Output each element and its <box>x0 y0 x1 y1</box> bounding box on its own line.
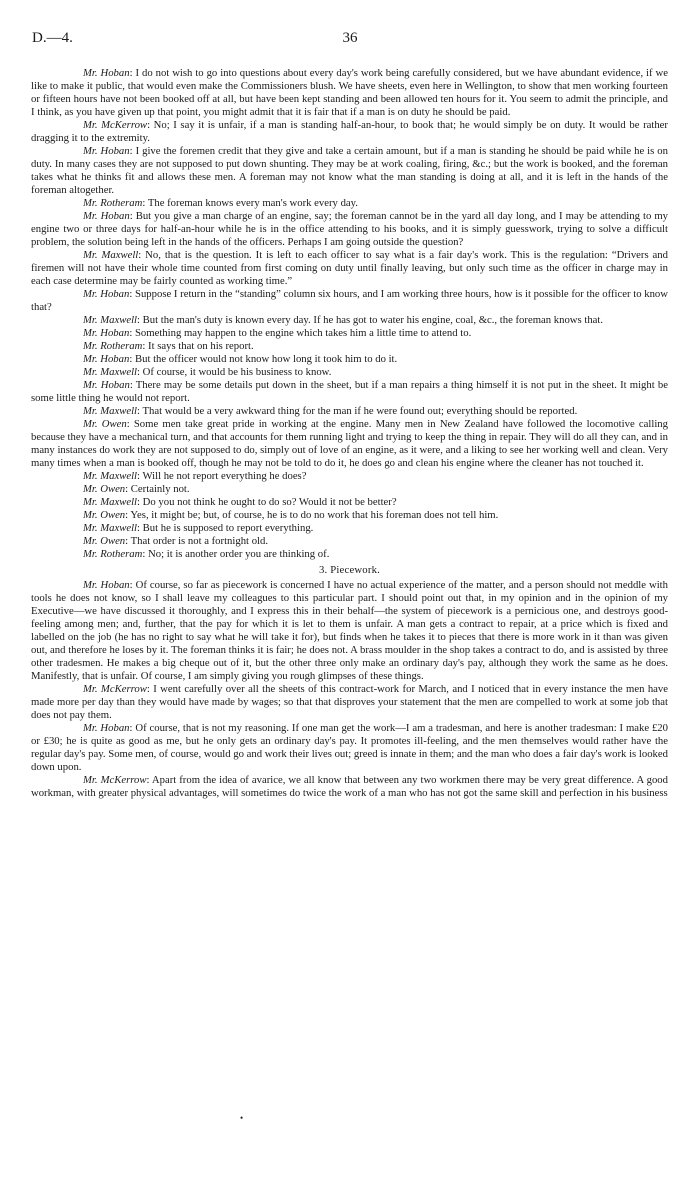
testimony-paragraph <box>31 366 668 379</box>
speaker-name: Mr. Owen <box>83 418 127 430</box>
page-number: 36 <box>342 30 358 46</box>
speech-text: : But the officer would not know how long it took him to do it. <box>129 353 398 365</box>
speech-text: : Some men take great pride in working at the engine. Many men in New Zealand have followed the locomotive calling because they have a mechanical turn, and that accounts for them running light and trying to keep the thing in repair. They will do all they can, and in many instances do work they are not supposed to do, simply out of love of an engine, as it were, and a liking to see her working well and clean. Very many times when a man is booked off, though he may not be told to do it, he does go and clean his engine where the cleaner has not touched it. <box>31 418 668 469</box>
testimony-paragraph <box>31 314 668 327</box>
speaker-name: Mr. Rotheram <box>83 548 143 560</box>
speech-text: : That would be a very awkward thing for the man if he were found out; everything should be reported. <box>137 405 578 417</box>
testimony-paragraph <box>31 418 668 470</box>
testimony-paragraph <box>31 496 668 509</box>
speech-text: : The foreman knows every man's work every day. <box>142 197 358 209</box>
document-body <box>31 67 668 800</box>
testimony-paragraph <box>31 288 668 314</box>
speaker-name: Mr. Hoban <box>83 288 130 300</box>
testimony-paragraph <box>31 145 668 197</box>
testimony-paragraph <box>31 522 668 535</box>
testimony-paragraph <box>31 353 668 366</box>
testimony-before-section <box>31 67 668 561</box>
speech-text: : Yes, it might be; but, of course, he is to do no work that his foreman does not tell him. <box>125 509 499 521</box>
testimony-after-section <box>31 579 668 800</box>
speaker-name: Mr. Maxwell <box>83 314 138 326</box>
speech-text: : Of course, it would be his business to know. <box>137 366 332 378</box>
speaker-name: Mr. McKerrow <box>83 774 147 786</box>
speaker-name: Mr. Hoban <box>83 379 130 391</box>
testimony-paragraph <box>31 379 668 405</box>
speaker-name: Mr. Owen <box>83 509 126 521</box>
testimony-paragraph <box>31 470 668 483</box>
speech-text: : But the man's duty is known every day. If he has got to water his engine, coal, &c., the foreman knows that. <box>137 314 604 326</box>
testimony-paragraph <box>31 210 668 249</box>
testimony-paragraph <box>31 548 668 561</box>
speech-text: : Suppose I return in the “standing” column six hours, and I am working three hours, how is it possible for the officer to know that? <box>31 288 668 313</box>
speaker-name: Mr. Owen <box>83 535 126 547</box>
speaker-name: Mr. Rotheram <box>83 340 143 352</box>
speaker-name: Mr. Owen <box>83 483 126 495</box>
section-heading: 3. Piecework. <box>318 564 381 576</box>
speaker-name: Mr. Hoban <box>83 67 130 79</box>
speech-text: : There may be some details put down in the sheet, but if a man repairs a thing himself it is not put in the sheet. It might be some little thing he would not report. <box>31 379 668 404</box>
speech-text: : That order is not a fortnight old. <box>125 535 269 547</box>
page-header <box>32 30 668 50</box>
speech-text: : I give the foremen credit that they give and take a certain amount, but if a man is standing he should be paid while he is on duty. In many cases they are not supposed to put down shunting. They may be at work coaling, firing, &c.; but the work is booked, and the foreman takes what he thinks fit and allows these men. A foreman may not know what the man standing is doing at all, and it is left in the hands of the foreman altogether. <box>31 145 668 196</box>
speaker-name: Mr. Hoban <box>83 327 130 339</box>
speech-text: : No; I say it is unfair, if a man is standing half-an-hour, to book that; he would simply be on duty. It would be rather dragging it to the extremity. <box>31 119 668 144</box>
speech-text: : No; it is another order you are thinking of. <box>142 548 330 560</box>
testimony-paragraph <box>31 774 668 800</box>
speech-text: : It says that on his report. <box>142 340 254 352</box>
speaker-name: Mr. Maxwell <box>83 496 138 508</box>
testimony-paragraph <box>31 483 668 496</box>
speaker-name: Mr. Maxwell <box>83 405 138 417</box>
testimony-paragraph <box>31 197 668 210</box>
speaker-name: Mr. Rotheram <box>83 197 143 209</box>
speech-text: : I do not wish to go into questions about every day's work being carefully considered, but we have abundant evidence, if we like to make it public, that would even make the Commissioners blush. We have sheets, even here in Wellington, to show that men working fourteen or fifteen hours have not been booked off at all, but have been kept standing and been allowed ten hours for it. You seem to admit the principle, and I think, as you have given up that point, you might admit that it is fair that if a man is on duty he should be paid. <box>31 67 668 118</box>
speech-text: : Something may happen to the engine which takes him a little time to attend to. <box>129 327 472 339</box>
testimony-paragraph <box>31 535 668 548</box>
speech-text: : No, that is the question. It is left to each officer to say what is a fair day's work. This is the regulation: “Drivers and firemen will not have their whole time counted from first coming on duty until finally leaving, but only such time as the officer in charge may in each case determine may be fairly counted as working time.” <box>31 249 668 287</box>
testimony-paragraph <box>31 683 668 722</box>
footer-mark: • <box>240 1113 244 1123</box>
speaker-name: Mr. Maxwell <box>83 470 138 482</box>
testimony-paragraph <box>31 405 668 418</box>
testimony-paragraph <box>31 327 668 340</box>
speaker-name: Mr. Hoban <box>83 210 130 222</box>
speech-text: : But he is supposed to report everything. <box>137 522 314 534</box>
testimony-paragraph <box>31 722 668 774</box>
speaker-name: Mr. Hoban <box>83 353 130 365</box>
speech-text: : Will he not report everything he does? <box>137 470 307 482</box>
speaker-name: Mr. McKerrow <box>83 119 148 131</box>
speech-text: : Of course, so far as piecework is concerned I have no actual experience of the matter, and a person should not meddle with tools he does not know, so I shall leave my colleagues to this particular part. I should point out that, in my opinion and in the opinion of my Executive—we have discussed it thoroughly, and I express this in their behalf—the system of piecework is a pernicious one, and destroys good-feeling among men; and, further, that the pay for which it is let to them is unfair. A man gets a contract to repair, at a price which is fixed and labelled on the job (he has no right to say what he will take it for), but finds when he takes it to pieces that there is more work in it than was given out, and therefore he loses by it. The foreman thinks it is fair; he does not. A brass moulder in the shop takes a contract to do, and is assisted by three other tradesmen. He makes a big cheque out of it, but the other three only make an ordinary day's pay, although they work the same as he does. Manifestly, that is unfair. Of course, I am simply giving you rough glimpses of these things. <box>31 579 668 682</box>
testimony-paragraph <box>31 119 668 145</box>
speech-text: : Do you not think he ought to do so? Would it not be better? <box>137 496 397 508</box>
speech-text: : Certainly not. <box>125 483 190 495</box>
speech-text: : Apart from the idea of avarice, we all know that between any two workmen there may be very great difference. A good workman, with greater physical advantages, will sometimes do twice the work of a man who has not got the same skill and perfection in his business <box>31 774 668 799</box>
speaker-name: Mr. Hoban <box>83 145 130 157</box>
speech-text: : Of course, that is not my reasoning. If one man get the work—I am a tradesman, and here is another tradesman: I make £20 or £30; he is quite as good as me, but he only gets an ordinary day's pay. It promotes ill-feeling, and the men themselves would rather have the regular day's pay. Some men, of course, would go and work their lives out; greed is innate in them; and the man who does a fair day's work is looked down upon. <box>31 722 668 773</box>
speaker-name: Mr. McKerrow <box>83 683 147 695</box>
testimony-paragraph <box>31 509 668 522</box>
testimony-paragraph <box>31 340 668 353</box>
testimony-paragraph <box>31 67 668 119</box>
speaker-name: Mr. Maxwell <box>83 366 138 378</box>
document-reference: D.—4. <box>32 30 73 46</box>
testimony-paragraph <box>31 579 668 683</box>
speech-text: : I went carefully over all the sheets of this contract-work for March, and I noticed that in every instance the men have made more per day than they would have made by wages; so that that disproves your statement that the men are compelled to work at some job that does not pay them. <box>31 683 668 721</box>
speaker-name: Mr. Maxwell <box>83 522 138 534</box>
speaker-name: Mr. Maxwell <box>83 249 139 261</box>
speaker-name: Mr. Hoban <box>83 579 130 591</box>
testimony-paragraph <box>31 249 668 288</box>
speaker-name: Mr. Hoban <box>83 722 130 734</box>
speech-text: : But you give a man charge of an engine, say; the foreman cannot be in the yard all day long, and I may be attending to my engine two or three days for half-an-hour while he is in the office attending to his books, and it is simply guesswork, trying to solve a difficult problem, the solution being left in the hands of the officers. Perhaps I am going outside the question? <box>31 210 668 248</box>
